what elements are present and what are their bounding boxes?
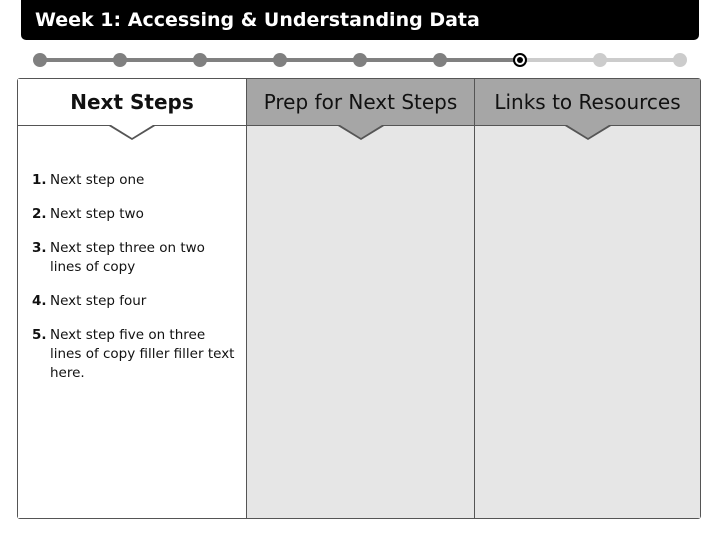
column-next-steps: [18, 79, 246, 518]
timeline-step-8[interactable]: [593, 53, 607, 67]
step-text: Next step one: [50, 172, 145, 188]
content-panel: [17, 78, 701, 519]
page-title: Week 1: Accessing & Understanding Data: [35, 9, 480, 31]
timeline-step-9[interactable]: [673, 53, 687, 67]
step-text: Next step five on three lines of copy filler filler text here.: [50, 327, 235, 381]
tab-links-to-resources[interactable]: [475, 79, 700, 126]
column-links-to-resources: [474, 79, 700, 518]
step-number: 4.: [32, 293, 47, 309]
timeline-step-3[interactable]: [193, 53, 207, 67]
step-text: Next step three on two lines of copy: [50, 240, 205, 275]
pointer-fill: [340, 125, 382, 138]
tab-prep-for-next-steps[interactable]: [247, 79, 474, 126]
step-text: Next step four: [50, 293, 147, 309]
timeline-step-6[interactable]: [433, 53, 447, 67]
list-item: [32, 205, 237, 224]
step-number: 5.: [32, 327, 47, 343]
column-title: Links to Resources: [494, 90, 681, 114]
step-number: 2.: [32, 206, 47, 222]
pointer-fill: [111, 125, 153, 138]
timeline-step-1[interactable]: [33, 53, 47, 67]
tab-next-steps[interactable]: [18, 79, 246, 126]
step-number: 3.: [32, 240, 47, 256]
progress-timeline: [40, 53, 680, 67]
step-number: 1.: [32, 172, 47, 188]
column-prep-for-next-steps: [246, 79, 474, 518]
list-item: [32, 239, 237, 277]
column-title: Next Steps: [70, 90, 194, 114]
pointer-fill: [567, 125, 609, 138]
timeline-step-7-current[interactable]: [513, 53, 527, 67]
column-title: Prep for Next Steps: [263, 90, 458, 114]
timeline-step-5[interactable]: [353, 53, 367, 67]
list-item: [32, 171, 237, 190]
step-text: Next step two: [50, 206, 144, 222]
list-item: [32, 292, 237, 311]
steps-list: [32, 171, 237, 398]
timeline-step-2[interactable]: [113, 53, 127, 67]
title-bar: [21, 0, 699, 40]
list-item: [32, 326, 237, 383]
timeline-step-4[interactable]: [273, 53, 287, 67]
